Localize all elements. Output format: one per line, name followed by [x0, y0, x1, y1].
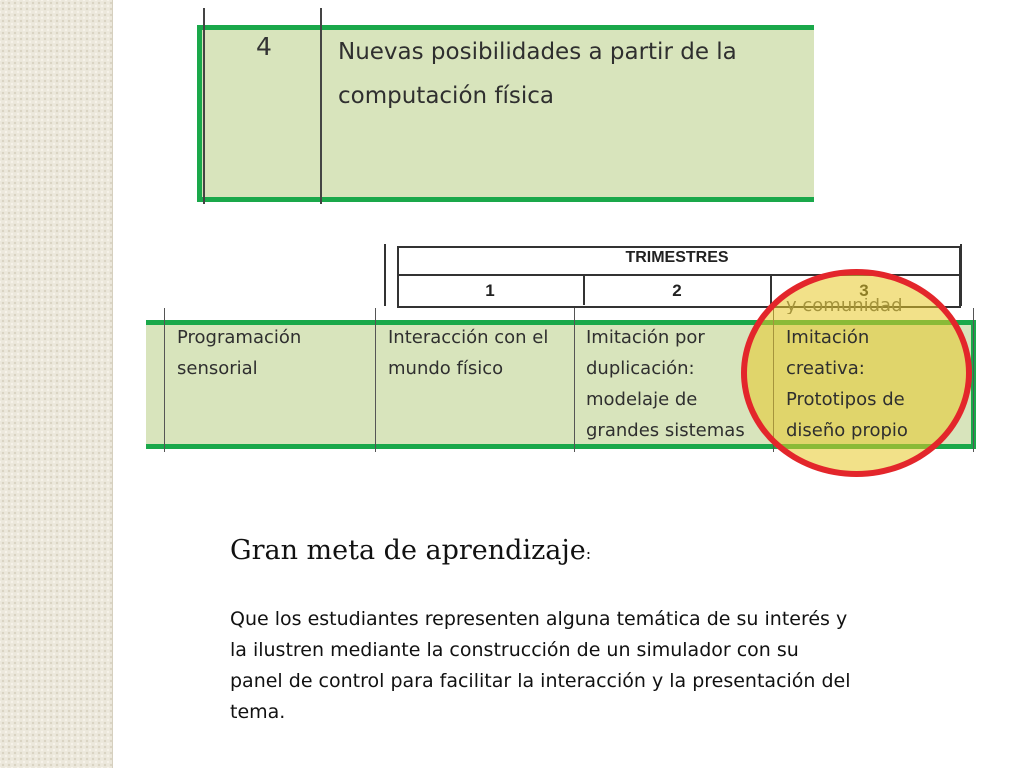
decorative-side-strip: [0, 0, 113, 768]
row-title-line: Nuevas posibilidades a partir de la: [338, 39, 737, 65]
goal-text-line: tema.: [230, 701, 286, 723]
column-divider: [973, 308, 974, 452]
stage-line: Programación: [177, 327, 302, 348]
stage-cell-2: [388, 322, 548, 384]
table-border-left: [203, 8, 205, 204]
trimestre-1: 1: [485, 281, 495, 300]
stage-line: diseño propio: [786, 420, 908, 441]
stage-line: Imitación: [786, 327, 870, 348]
goal-text-line: panel de control para facilitar la interacción y la presentación del: [230, 670, 851, 692]
table-border: [960, 244, 962, 306]
row-number: 4: [256, 32, 272, 61]
stage-line: Interacción con el: [388, 327, 549, 348]
goal-text-line: la ilustren mediante la construcción de un simulador con su: [230, 639, 799, 661]
goal-heading-text: Gran meta de aprendizaje: [230, 535, 586, 566]
table-border-middle: [320, 8, 322, 204]
table-border: [384, 244, 386, 306]
stage-line: grandes sistemas: [586, 420, 745, 441]
stage-cell-3: [586, 322, 745, 446]
column-divider: [375, 308, 376, 452]
stage-line: modelaje de: [586, 389, 698, 410]
stage-line: sensorial: [177, 358, 258, 379]
stage-line: Imitación por: [586, 327, 705, 348]
stage-line: creativa:: [786, 358, 865, 379]
stage-line: Prototipos de: [786, 389, 905, 410]
stage-line: duplicación:: [586, 358, 695, 379]
column-divider: [164, 308, 165, 452]
trimestres-title: TRIMESTRES: [625, 249, 729, 266]
row-title-line: computación física: [338, 83, 555, 109]
trimestre-2: 2: [672, 281, 682, 300]
stage-cell-4: [786, 322, 908, 446]
goal-heading-colon: :: [585, 544, 592, 563]
stage-line: mundo físico: [388, 358, 504, 379]
column-divider: [574, 308, 575, 452]
row-title: [338, 30, 798, 118]
goal-text-line: Que los estudiantes representen alguna temática de su interés y: [230, 608, 848, 630]
stage-cell-1: [177, 322, 301, 384]
goal-heading: [230, 535, 591, 566]
goal-description: [230, 604, 920, 728]
